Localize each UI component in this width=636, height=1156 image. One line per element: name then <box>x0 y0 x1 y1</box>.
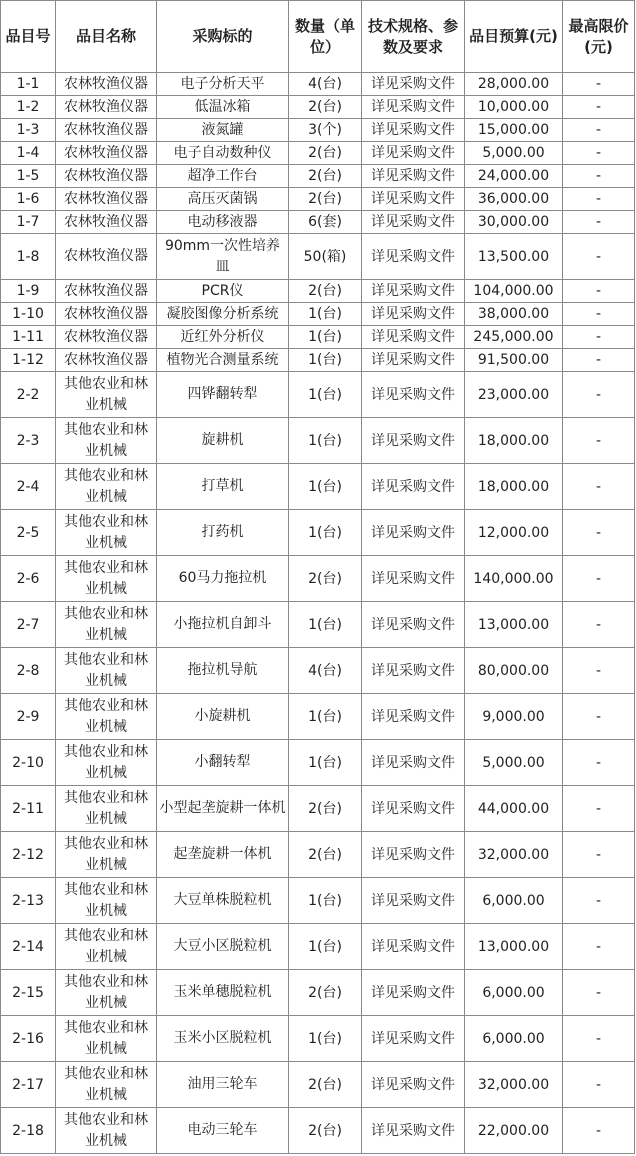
cell-tech-spec: 详见采购文件 <box>362 464 465 510</box>
cell-procurement-object: 油用三轮车 <box>157 1062 289 1108</box>
table-row <box>1 694 635 740</box>
cell-quantity: 1(台) <box>289 418 362 464</box>
header-tech-spec: 技术规格、参数及要求 <box>362 1 465 73</box>
table-row <box>1 1108 635 1154</box>
cell-tech-spec: 详见采购文件 <box>362 280 465 303</box>
cell-budget: 140,000.00 <box>465 556 563 602</box>
cell-procurement-object: 60马力拖拉机 <box>157 556 289 602</box>
cell-budget: 44,000.00 <box>465 786 563 832</box>
cell-item-no: 2-18 <box>1 1108 56 1154</box>
cell-budget: 28,000.00 <box>465 73 563 96</box>
cell-quantity: 2(台) <box>289 1108 362 1154</box>
cell-item-no: 2-17 <box>1 1062 56 1108</box>
table-row <box>1 119 635 142</box>
cell-item-no: 1-12 <box>1 349 56 372</box>
cell-budget: 23,000.00 <box>465 372 563 418</box>
cell-item-name: 其他农业和林业机械 <box>56 556 157 602</box>
cell-item-name: 其他农业和林业机械 <box>56 372 157 418</box>
cell-quantity: 1(台) <box>289 464 362 510</box>
cell-budget: 6,000.00 <box>465 1016 563 1062</box>
cell-quantity: 1(台) <box>289 602 362 648</box>
cell-item-no: 1-9 <box>1 280 56 303</box>
cell-quantity: 2(台) <box>289 280 362 303</box>
cell-procurement-object: 小型起垄旋耕一体机 <box>157 786 289 832</box>
table-row <box>1 464 635 510</box>
cell-procurement-object: 植物光合测量系统 <box>157 349 289 372</box>
header-budget: 品目预算(元) <box>465 1 563 73</box>
header-quantity: 数量（单位） <box>289 1 362 73</box>
cell-item-no: 1-11 <box>1 326 56 349</box>
cell-max-price: - <box>563 418 635 464</box>
cell-budget: 10,000.00 <box>465 96 563 119</box>
cell-quantity: 2(台) <box>289 556 362 602</box>
cell-procurement-object: 小拖拉机自卸斗 <box>157 602 289 648</box>
cell-tech-spec: 详见采购文件 <box>362 1016 465 1062</box>
cell-procurement-object: 玉米小区脱粒机 <box>157 1016 289 1062</box>
table-row <box>1 372 635 418</box>
cell-procurement-object: 电子分析天平 <box>157 73 289 96</box>
cell-tech-spec: 详见采购文件 <box>362 165 465 188</box>
table-row <box>1 648 635 694</box>
cell-tech-spec: 详见采购文件 <box>362 602 465 648</box>
cell-item-name: 其他农业和林业机械 <box>56 970 157 1016</box>
cell-item-name: 其他农业和林业机械 <box>56 694 157 740</box>
cell-budget: 30,000.00 <box>465 211 563 234</box>
cell-max-price: - <box>563 119 635 142</box>
cell-item-no: 1-3 <box>1 119 56 142</box>
table-row <box>1 326 635 349</box>
cell-budget: 6,000.00 <box>465 878 563 924</box>
cell-item-no: 1-4 <box>1 142 56 165</box>
cell-budget: 104,000.00 <box>465 280 563 303</box>
cell-item-no: 1-5 <box>1 165 56 188</box>
table-row <box>1 165 635 188</box>
cell-item-name: 农林牧渔仪器 <box>56 349 157 372</box>
table-row <box>1 96 635 119</box>
cell-tech-spec: 详见采购文件 <box>362 234 465 280</box>
cell-tech-spec: 详见采购文件 <box>362 786 465 832</box>
cell-tech-spec: 详见采购文件 <box>362 740 465 786</box>
cell-quantity: 1(台) <box>289 740 362 786</box>
cell-item-name: 农林牧渔仪器 <box>56 165 157 188</box>
table-header-row <box>1 1 635 73</box>
cell-item-name: 其他农业和林业机械 <box>56 740 157 786</box>
cell-procurement-object: 大豆小区脱粒机 <box>157 924 289 970</box>
cell-item-no: 2-3 <box>1 418 56 464</box>
cell-budget: 5,000.00 <box>465 740 563 786</box>
cell-quantity: 4(台) <box>289 648 362 694</box>
table-row <box>1 602 635 648</box>
table-row <box>1 211 635 234</box>
header-max-price: 最高限价(元) <box>563 1 635 73</box>
cell-budget: 32,000.00 <box>465 832 563 878</box>
cell-budget: 245,000.00 <box>465 326 563 349</box>
cell-budget: 6,000.00 <box>465 970 563 1016</box>
cell-procurement-object: 打草机 <box>157 464 289 510</box>
cell-budget: 24,000.00 <box>465 165 563 188</box>
cell-max-price: - <box>563 694 635 740</box>
table-row <box>1 280 635 303</box>
cell-item-no: 2-14 <box>1 924 56 970</box>
table-row <box>1 303 635 326</box>
table-row <box>1 1016 635 1062</box>
cell-item-name: 其他农业和林业机械 <box>56 418 157 464</box>
cell-item-name: 农林牧渔仪器 <box>56 211 157 234</box>
cell-procurement-object: 液氮罐 <box>157 119 289 142</box>
cell-budget: 32,000.00 <box>465 1062 563 1108</box>
cell-procurement-object: 旋耕机 <box>157 418 289 464</box>
table-row <box>1 510 635 556</box>
cell-budget: 13,500.00 <box>465 234 563 280</box>
cell-quantity: 3(个) <box>289 119 362 142</box>
cell-tech-spec: 详见采购文件 <box>362 349 465 372</box>
cell-quantity: 1(台) <box>289 878 362 924</box>
cell-quantity: 1(台) <box>289 326 362 349</box>
cell-tech-spec: 详见采购文件 <box>362 878 465 924</box>
table-row <box>1 970 635 1016</box>
header-item-name: 品目名称 <box>56 1 157 73</box>
cell-item-name: 农林牧渔仪器 <box>56 326 157 349</box>
table-row <box>1 418 635 464</box>
cell-max-price: - <box>563 303 635 326</box>
cell-tech-spec: 详见采购文件 <box>362 188 465 211</box>
cell-item-name: 其他农业和林业机械 <box>56 464 157 510</box>
table-row <box>1 188 635 211</box>
cell-procurement-object: 电动移液器 <box>157 211 289 234</box>
cell-max-price: - <box>563 73 635 96</box>
cell-tech-spec: 详见采购文件 <box>362 326 465 349</box>
cell-procurement-object: 四铧翻转犁 <box>157 372 289 418</box>
cell-budget: 36,000.00 <box>465 188 563 211</box>
cell-procurement-object: 小翻转犁 <box>157 740 289 786</box>
cell-max-price: - <box>563 372 635 418</box>
cell-item-no: 2-4 <box>1 464 56 510</box>
header-item-no: 品目号 <box>1 1 56 73</box>
cell-item-no: 1-2 <box>1 96 56 119</box>
cell-procurement-object: 高压灭菌锅 <box>157 188 289 211</box>
cell-tech-spec: 详见采购文件 <box>362 372 465 418</box>
cell-quantity: 1(台) <box>289 510 362 556</box>
cell-quantity: 6(套) <box>289 211 362 234</box>
cell-item-name: 其他农业和林业机械 <box>56 1062 157 1108</box>
cell-max-price: - <box>563 924 635 970</box>
cell-budget: 18,000.00 <box>465 464 563 510</box>
cell-budget: 80,000.00 <box>465 648 563 694</box>
cell-item-name: 农林牧渔仪器 <box>56 142 157 165</box>
cell-item-no: 2-6 <box>1 556 56 602</box>
cell-max-price: - <box>563 1062 635 1108</box>
cell-item-name: 农林牧渔仪器 <box>56 96 157 119</box>
cell-procurement-object: PCR仪 <box>157 280 289 303</box>
cell-item-no: 2-15 <box>1 970 56 1016</box>
table-row <box>1 740 635 786</box>
cell-tech-spec: 详见采购文件 <box>362 832 465 878</box>
cell-max-price: - <box>563 786 635 832</box>
cell-quantity: 1(台) <box>289 1016 362 1062</box>
cell-procurement-object: 90mm一次性培养皿 <box>157 234 289 280</box>
cell-max-price: - <box>563 740 635 786</box>
cell-item-no: 2-8 <box>1 648 56 694</box>
cell-max-price: - <box>563 188 635 211</box>
cell-max-price: - <box>563 602 635 648</box>
cell-item-name: 农林牧渔仪器 <box>56 73 157 96</box>
table-row <box>1 349 635 372</box>
cell-tech-spec: 详见采购文件 <box>362 119 465 142</box>
cell-procurement-object: 电子自动数种仪 <box>157 142 289 165</box>
table-row <box>1 73 635 96</box>
cell-item-name: 其他农业和林业机械 <box>56 510 157 556</box>
cell-procurement-object: 大豆单株脱粒机 <box>157 878 289 924</box>
cell-tech-spec: 详见采购文件 <box>362 142 465 165</box>
cell-item-name: 农林牧渔仪器 <box>56 119 157 142</box>
cell-item-name: 其他农业和林业机械 <box>56 1108 157 1154</box>
cell-max-price: - <box>563 142 635 165</box>
cell-item-no: 2-16 <box>1 1016 56 1062</box>
cell-budget: 12,000.00 <box>465 510 563 556</box>
cell-procurement-object: 打药机 <box>157 510 289 556</box>
cell-max-price: - <box>563 1016 635 1062</box>
cell-max-price: - <box>563 96 635 119</box>
table-row <box>1 142 635 165</box>
cell-quantity: 1(台) <box>289 694 362 740</box>
cell-tech-spec: 详见采购文件 <box>362 1108 465 1154</box>
cell-quantity: 1(台) <box>289 924 362 970</box>
cell-max-price: - <box>563 464 635 510</box>
cell-quantity: 1(台) <box>289 349 362 372</box>
cell-max-price: - <box>563 234 635 280</box>
cell-procurement-object: 近红外分析仪 <box>157 326 289 349</box>
table-row <box>1 924 635 970</box>
cell-quantity: 2(台) <box>289 1062 362 1108</box>
cell-budget: 38,000.00 <box>465 303 563 326</box>
cell-max-price: - <box>563 648 635 694</box>
cell-quantity: 4(台) <box>289 73 362 96</box>
cell-item-name: 农林牧渔仪器 <box>56 280 157 303</box>
cell-item-no: 1-1 <box>1 73 56 96</box>
cell-tech-spec: 详见采购文件 <box>362 1062 465 1108</box>
cell-tech-spec: 详见采购文件 <box>362 970 465 1016</box>
cell-quantity: 2(台) <box>289 188 362 211</box>
cell-tech-spec: 详见采购文件 <box>362 694 465 740</box>
cell-budget: 13,000.00 <box>465 924 563 970</box>
cell-procurement-object: 小旋耕机 <box>157 694 289 740</box>
cell-max-price: - <box>563 165 635 188</box>
cell-item-no: 1-10 <box>1 303 56 326</box>
table-row <box>1 786 635 832</box>
cell-max-price: - <box>563 349 635 372</box>
cell-max-price: - <box>563 326 635 349</box>
cell-item-no: 2-2 <box>1 372 56 418</box>
cell-quantity: 1(台) <box>289 303 362 326</box>
cell-tech-spec: 详见采购文件 <box>362 648 465 694</box>
cell-procurement-object: 玉米单穗脱粒机 <box>157 970 289 1016</box>
cell-tech-spec: 详见采购文件 <box>362 924 465 970</box>
cell-quantity: 2(台) <box>289 142 362 165</box>
cell-tech-spec: 详见采购文件 <box>362 73 465 96</box>
cell-item-name: 其他农业和林业机械 <box>56 878 157 924</box>
table-row <box>1 878 635 924</box>
cell-procurement-object: 凝胶图像分析系统 <box>157 303 289 326</box>
cell-quantity: 1(台) <box>289 372 362 418</box>
cell-item-no: 2-10 <box>1 740 56 786</box>
cell-procurement-object: 电动三轮车 <box>157 1108 289 1154</box>
cell-budget: 9,000.00 <box>465 694 563 740</box>
cell-budget: 5,000.00 <box>465 142 563 165</box>
cell-budget: 18,000.00 <box>465 418 563 464</box>
cell-item-no: 1-8 <box>1 234 56 280</box>
cell-procurement-object: 低温冰箱 <box>157 96 289 119</box>
cell-max-price: - <box>563 556 635 602</box>
cell-item-no: 2-11 <box>1 786 56 832</box>
cell-item-no: 1-6 <box>1 188 56 211</box>
table-row <box>1 1062 635 1108</box>
cell-item-no: 1-7 <box>1 211 56 234</box>
cell-max-price: - <box>563 970 635 1016</box>
cell-tech-spec: 详见采购文件 <box>362 556 465 602</box>
cell-item-name: 其他农业和林业机械 <box>56 648 157 694</box>
table-row <box>1 234 635 280</box>
cell-quantity: 2(台) <box>289 786 362 832</box>
cell-item-name: 农林牧渔仪器 <box>56 303 157 326</box>
cell-item-name: 其他农业和林业机械 <box>56 924 157 970</box>
cell-item-name: 其他农业和林业机械 <box>56 786 157 832</box>
cell-item-name: 其他农业和林业机械 <box>56 602 157 648</box>
cell-quantity: 2(台) <box>289 832 362 878</box>
cell-max-price: - <box>563 280 635 303</box>
cell-max-price: - <box>563 832 635 878</box>
cell-procurement-object: 超净工作台 <box>157 165 289 188</box>
cell-quantity: 2(台) <box>289 96 362 119</box>
cell-tech-spec: 详见采购文件 <box>362 510 465 556</box>
cell-item-no: 2-12 <box>1 832 56 878</box>
cell-max-price: - <box>563 510 635 556</box>
cell-quantity: 2(台) <box>289 970 362 1016</box>
cell-item-no: 2-9 <box>1 694 56 740</box>
cell-budget: 15,000.00 <box>465 119 563 142</box>
cell-tech-spec: 详见采购文件 <box>362 418 465 464</box>
cell-procurement-object: 拖拉机导航 <box>157 648 289 694</box>
table-row <box>1 832 635 878</box>
cell-item-name: 农林牧渔仪器 <box>56 188 157 211</box>
cell-max-price: - <box>563 211 635 234</box>
cell-item-name: 其他农业和林业机械 <box>56 1016 157 1062</box>
cell-budget: 13,000.00 <box>465 602 563 648</box>
table-row <box>1 556 635 602</box>
cell-tech-spec: 详见采购文件 <box>362 211 465 234</box>
header-procurement-object: 采购标的 <box>157 1 289 73</box>
cell-tech-spec: 详见采购文件 <box>362 96 465 119</box>
cell-item-no: 2-5 <box>1 510 56 556</box>
cell-budget: 91,500.00 <box>465 349 563 372</box>
cell-item-name: 农林牧渔仪器 <box>56 234 157 280</box>
cell-item-name: 其他农业和林业机械 <box>56 832 157 878</box>
cell-quantity: 2(台) <box>289 165 362 188</box>
cell-max-price: - <box>563 1108 635 1154</box>
cell-item-no: 2-13 <box>1 878 56 924</box>
table-body <box>1 73 635 1154</box>
cell-max-price: - <box>563 878 635 924</box>
cell-tech-spec: 详见采购文件 <box>362 303 465 326</box>
cell-procurement-object: 起垄旋耕一体机 <box>157 832 289 878</box>
cell-budget: 22,000.00 <box>465 1108 563 1154</box>
cell-quantity: 50(箱) <box>289 234 362 280</box>
cell-item-no: 2-7 <box>1 602 56 648</box>
